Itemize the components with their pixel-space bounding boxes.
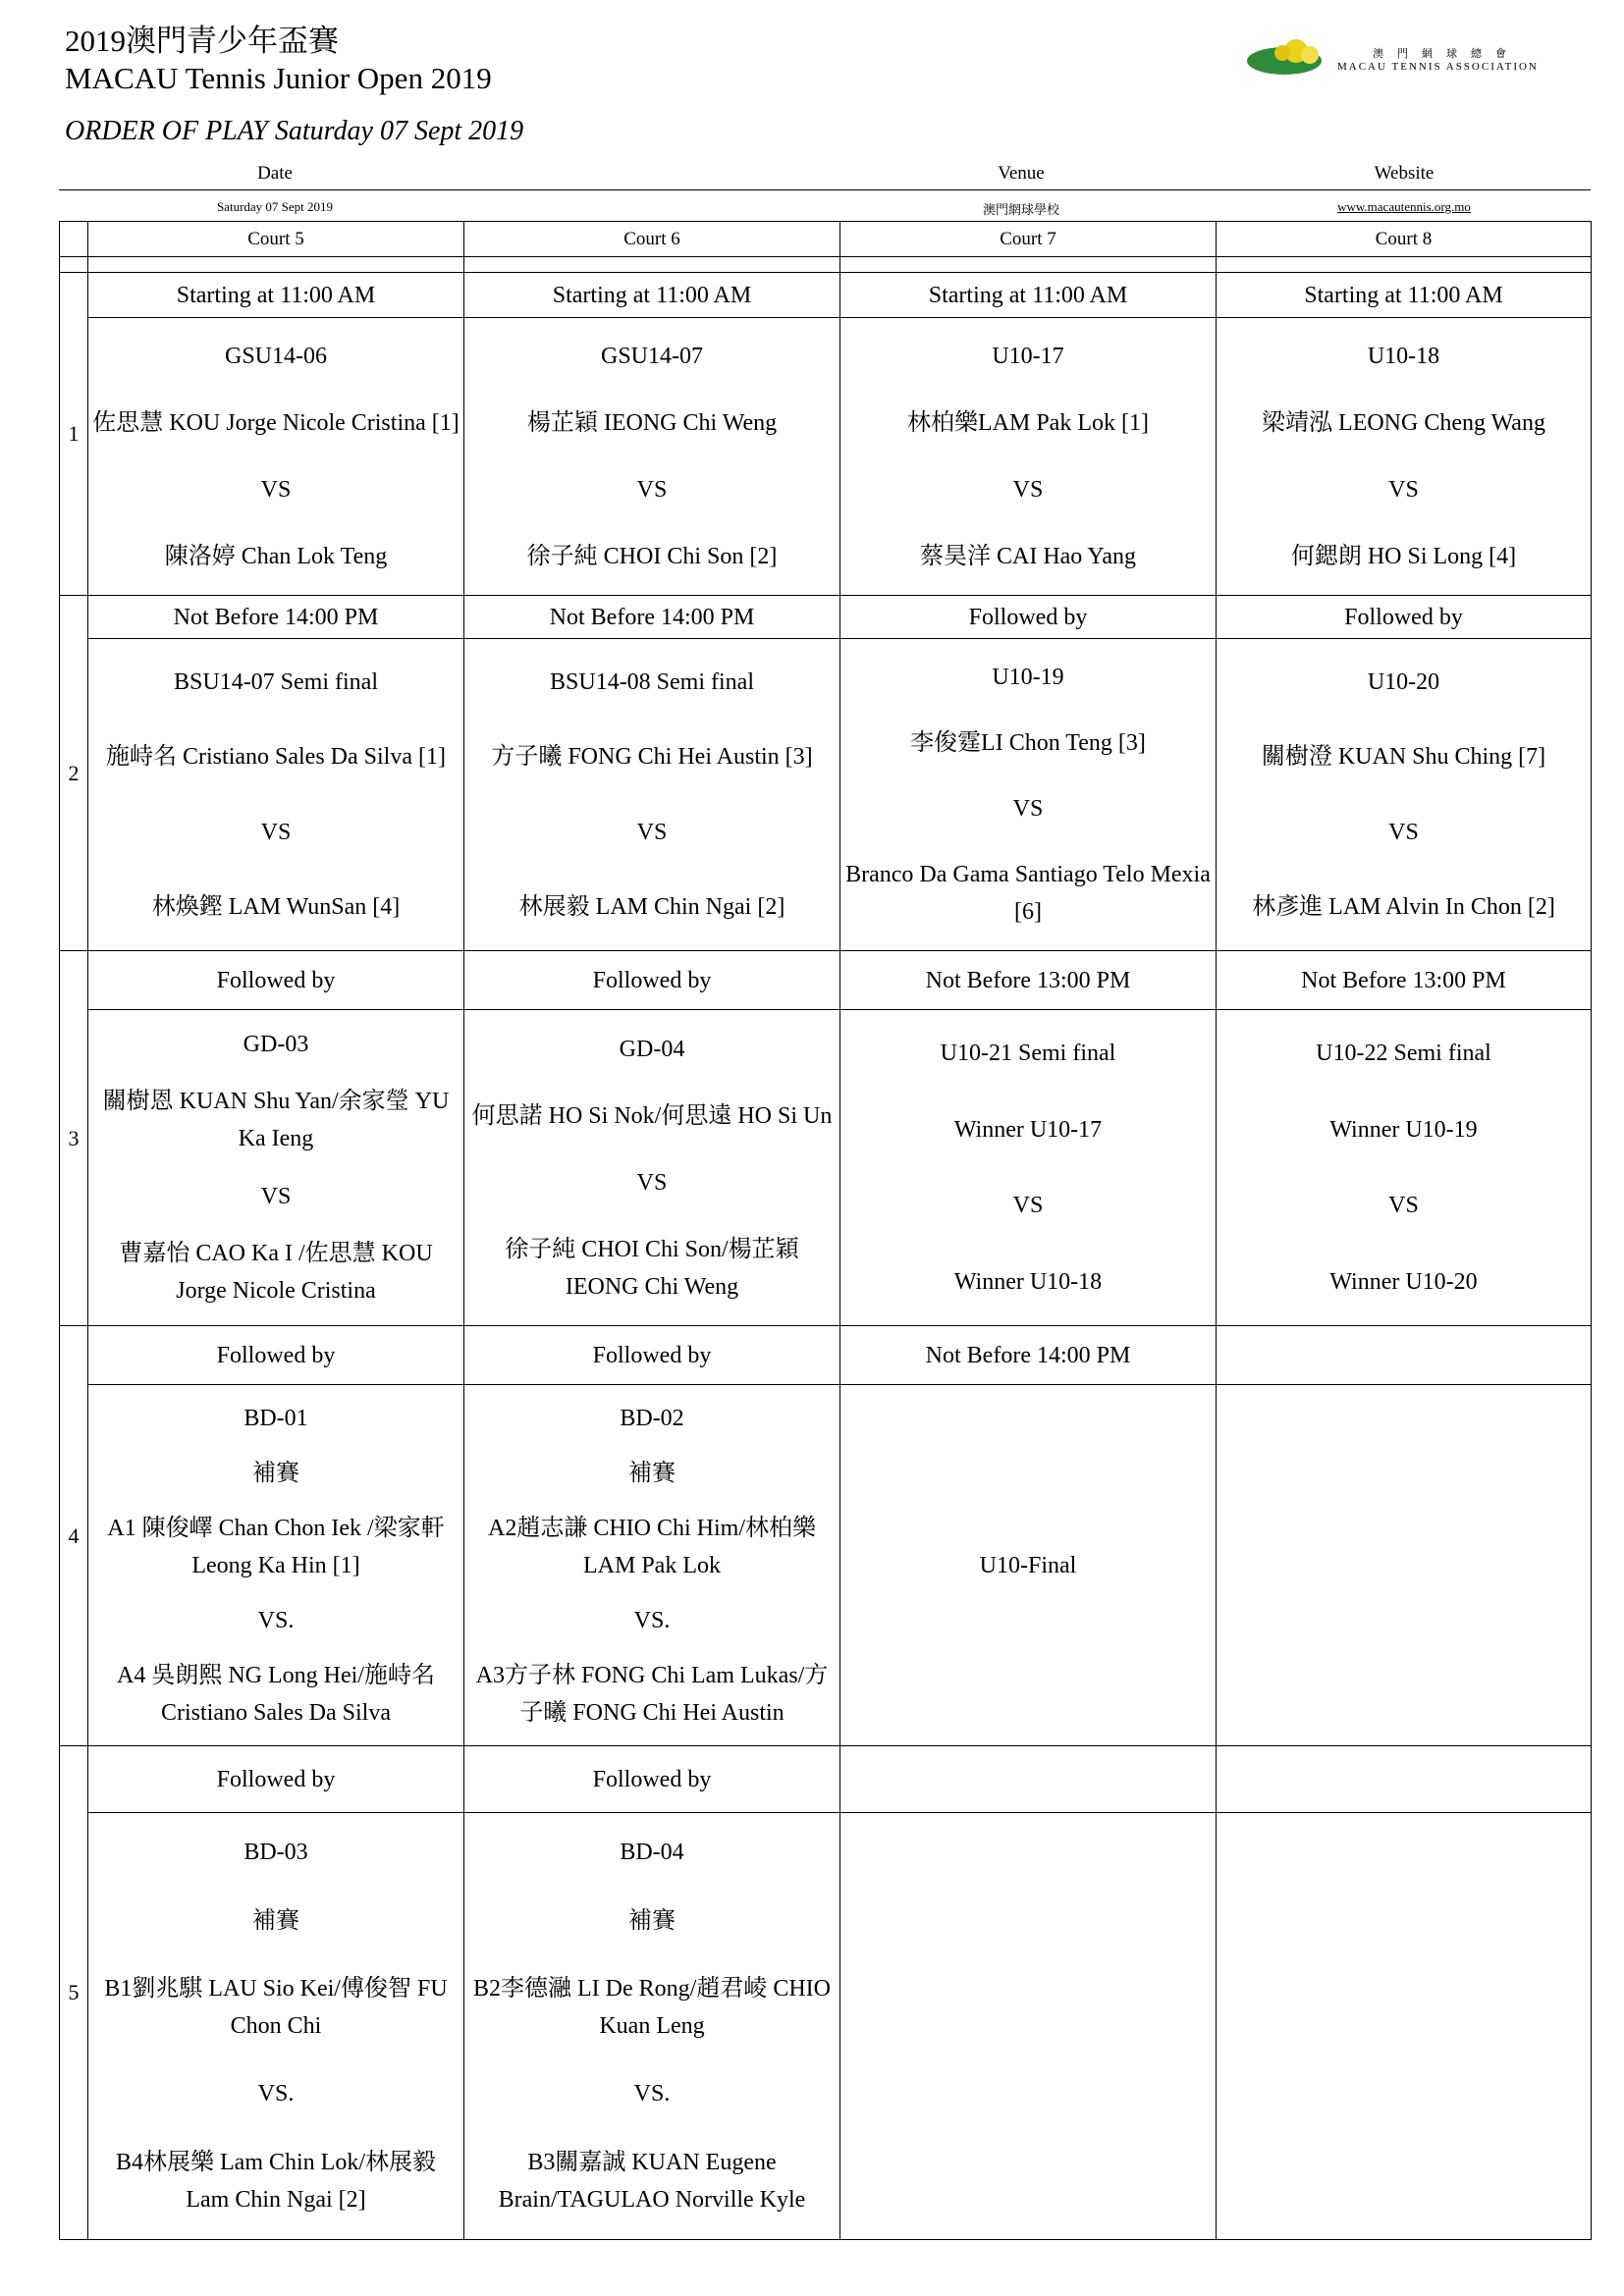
player-names: 關樹澄 KUAN Shu Ching [7]: [1261, 744, 1546, 771]
time-row: [60, 273, 1592, 318]
makeup-label: 補賽: [628, 1460, 676, 1486]
match-cell: [464, 318, 840, 596]
match-code: U10-22 Semi final: [1316, 1041, 1491, 1067]
start-time: Followed by: [88, 1326, 464, 1385]
order-of-play-subtitle: ORDER OF PLAY Saturday 07 Sept 2019: [65, 116, 524, 146]
date-label: Date: [257, 163, 293, 184]
match-cell: [1217, 1385, 1592, 1746]
website-label: Website: [1374, 163, 1435, 184]
round-number: 2: [60, 596, 88, 951]
website-link[interactable]: www.macautennis.org.mo: [1337, 199, 1471, 214]
match-content: [92, 645, 460, 945]
logo-text-en: MACAU TENNIS ASSOCIATION: [1337, 61, 1539, 73]
start-time: Followed by: [88, 951, 464, 1010]
match-code: U10-17: [992, 344, 1064, 370]
versus-label: VS: [1388, 476, 1419, 503]
time-row: [60, 1746, 1592, 1813]
player-names: A3方子林 FONG Chi Lam Lukas/方子曦 FONG Chi Hei Austin: [475, 1662, 829, 1726]
match-content: [92, 1016, 460, 1320]
start-time: Not Before 14:00 PM: [88, 596, 464, 639]
player-names: A4 吳朗熙 NG Long Hei/施峙名 Cristiano Sales Da Silva: [117, 1662, 435, 1726]
player-names: B4林展樂 Lam Chin Lok/林展毅 Lam Chin Ngai [2]: [116, 2149, 436, 2213]
match-cell: [1217, 1813, 1592, 2240]
spacer-cell: [840, 257, 1217, 273]
player-names: 梁靖泓 LEONG Cheng Wang: [1262, 410, 1545, 437]
match-code: GSU14-07: [600, 344, 703, 370]
match-code: BSU14-08 Semi final: [550, 668, 754, 695]
start-time: Followed by: [464, 951, 840, 1010]
match-code: U10-Final: [979, 1552, 1077, 1578]
match-content: [1220, 1819, 1587, 2234]
versus-label: VS: [1388, 1193, 1419, 1219]
match-code: BD-02: [620, 1405, 684, 1431]
match-content: [1220, 1016, 1587, 1320]
match-content: [1220, 324, 1587, 590]
corner-cell: [60, 222, 88, 257]
match-content: [468, 1391, 836, 1740]
match-row: [60, 318, 1592, 596]
player-names: 何鍶朗 HO Si Long [4]: [1290, 543, 1517, 569]
player-names: 曹嘉怡 CAO Ka I /佐思慧 KOU Jorge Nicole Cristina: [119, 1241, 433, 1305]
spacer-row: [60, 257, 1592, 273]
match-row: [60, 1813, 1592, 2240]
match-content: [468, 1819, 836, 2234]
player-names: A2趙志謙 CHIO Chi Him/林柏樂 LAM Pak Lok: [487, 1515, 816, 1578]
match-code: BD-04: [620, 1840, 684, 1866]
match-cell: [464, 639, 840, 951]
match-code: U10-21 Semi final: [940, 1041, 1116, 1067]
start-time: Starting at 11:00 AM: [88, 273, 464, 318]
versus-label: VS.: [257, 2081, 295, 2108]
logo-text-cn: 澳門網球總會: [1373, 48, 1520, 60]
player-names: Branco Da Gama Santiago Telo Mexia [6]: [845, 862, 1211, 925]
player-names: 關樹恩 KUAN Shu Yan/余家瑩 YU Ka Ieng: [102, 1089, 450, 1152]
match-code: U10-18: [1367, 344, 1440, 370]
start-time: Followed by: [1217, 596, 1592, 639]
match-cell: [88, 1385, 464, 1746]
date-value: Saturday 07 Sept 2019: [216, 199, 334, 214]
player-names: 林柏樂LAM Pak Lok [1]: [907, 410, 1149, 437]
spacer-cell: [464, 257, 840, 273]
court-header: Court 6: [464, 222, 840, 257]
player-names: A1 陳俊嶧 Chan Chon Iek /梁家軒 Leong Ka Hin [1]: [107, 1515, 445, 1578]
player-names: Winner U10-18: [953, 1268, 1103, 1295]
player-names: 何思諾 HO Si Nok/何思遠 HO Si Un: [471, 1102, 833, 1129]
round-number: 5: [60, 1746, 88, 2240]
start-time: Starting at 11:00 AM: [840, 273, 1217, 318]
player-names: Winner U10-17: [953, 1116, 1103, 1143]
match-content: [92, 324, 460, 590]
player-names: B2李德瀜 LI De Rong/趙君崚 CHIO Kuan Leng: [473, 1975, 831, 2039]
versus-label: VS: [260, 819, 292, 845]
makeup-label: 補賽: [252, 1907, 299, 1934]
match-cell: [88, 318, 464, 596]
start-time: Starting at 11:00 AM: [464, 273, 840, 318]
match-code: GD-04: [619, 1036, 685, 1062]
match-cell: [840, 318, 1217, 596]
venue-label: Venue: [998, 163, 1045, 184]
court-header: Court 5: [88, 222, 464, 257]
divider: [59, 189, 1591, 190]
time-row: [60, 1326, 1592, 1385]
start-time: Not Before 13:00 PM: [1217, 951, 1592, 1010]
start-time: [840, 1746, 1217, 1813]
makeup-label: 補賽: [628, 1907, 676, 1934]
match-content: [468, 645, 836, 945]
spacer-cell: [60, 257, 88, 273]
match-cell: [840, 1385, 1217, 1746]
start-time: Not Before 14:00 PM: [840, 1326, 1217, 1385]
match-code: GD-03: [243, 1031, 309, 1057]
versus-label: VS: [636, 819, 668, 845]
match-cell: [840, 1813, 1217, 2240]
player-names: 施峙名 Cristiano Sales Da Silva [1]: [106, 744, 446, 771]
start-time: Followed by: [464, 1746, 840, 1813]
start-time: Starting at 11:00 AM: [1217, 273, 1592, 318]
player-names: 徐子純 CHOI Chi Son [2]: [526, 543, 778, 569]
match-content: [468, 324, 836, 590]
player-names: 林彥進 LAM Alvin In Chon [2]: [1252, 894, 1555, 921]
logo-ball: [1301, 46, 1319, 64]
match-content: [844, 1391, 1212, 1740]
versus-label: VS: [260, 476, 292, 503]
title-en: MACAU Tennis Junior Open 2019: [65, 61, 492, 95]
versus-label: VS: [1012, 796, 1044, 822]
player-names: Winner U10-19: [1329, 1116, 1478, 1143]
match-content: [844, 1016, 1212, 1320]
match-code: GSU14-06: [224, 344, 327, 370]
match-content: [468, 1016, 836, 1320]
match-code: BSU14-07 Semi final: [174, 668, 378, 695]
player-names: 林煥鏗 LAM WunSan [4]: [151, 894, 401, 921]
start-time: Followed by: [840, 596, 1217, 639]
match-content: [92, 1819, 460, 2234]
match-content: [1220, 645, 1587, 945]
versus-label: VS: [260, 1183, 292, 1209]
player-names: B1劉兆騏 LAU Sio Kei/傅俊智 FU Chon Chi: [104, 1975, 448, 2039]
match-cell: [88, 1813, 464, 2240]
match-cell: [88, 639, 464, 951]
title-cn: 2019澳門青少年盃賽: [65, 24, 339, 58]
player-names: 陳洛婷 Chan Lok Teng: [164, 543, 388, 569]
match-cell: [464, 1010, 840, 1326]
match-cell: [840, 1010, 1217, 1326]
player-names: 方子曦 FONG Chi Hei Austin [3]: [491, 744, 813, 771]
makeup-label: 補賽: [252, 1460, 299, 1486]
spacer-cell: [1217, 257, 1592, 273]
player-names: 林展毅 LAM Chin Ngai [2]: [518, 894, 785, 921]
match-cell: [840, 639, 1217, 951]
versus-label: VS: [636, 1169, 668, 1196]
versus-label: VS.: [633, 1607, 671, 1633]
time-row: [60, 951, 1592, 1010]
match-cell: [1217, 318, 1592, 596]
player-names: 楊芷穎 IEONG Chi Weng: [526, 410, 778, 437]
start-time: Not Before 14:00 PM: [464, 596, 840, 639]
start-time: Followed by: [464, 1326, 840, 1385]
match-row: [60, 1385, 1592, 1746]
match-cell: [1217, 639, 1592, 951]
player-names: Winner U10-20: [1329, 1268, 1478, 1295]
court-header-row: [60, 222, 1592, 257]
match-cell: [88, 1010, 464, 1326]
match-code: U10-20: [1367, 668, 1440, 695]
match-code: BD-01: [244, 1405, 308, 1431]
time-row: [60, 596, 1592, 639]
player-names: B3關嘉誠 KUAN Eugene Brain/TAGULAO Norville Kyle: [498, 2149, 806, 2213]
match-cell: [464, 1813, 840, 2240]
match-row: [60, 639, 1592, 951]
versus-label: VS.: [257, 1607, 295, 1633]
start-time: Not Before 13:00 PM: [840, 951, 1217, 1010]
versus-label: VS: [636, 476, 668, 503]
spacer-cell: [88, 257, 464, 273]
logo-ball: [1274, 45, 1290, 61]
match-code: U10-19: [992, 665, 1064, 690]
match-cell: [464, 1385, 840, 1746]
player-names: 徐子純 CHOI Chi Son/楊芷穎 IEONG Chi Weng: [505, 1236, 799, 1300]
round-number: 4: [60, 1326, 88, 1746]
versus-label: VS.: [633, 2081, 671, 2108]
start-time: Followed by: [88, 1746, 464, 1813]
match-content: [92, 1391, 460, 1740]
round-number: 1: [60, 273, 88, 596]
versus-label: VS: [1012, 476, 1044, 503]
match-code: BD-03: [244, 1840, 308, 1866]
court-header: Court 8: [1217, 222, 1592, 257]
venue-value: 澳門網球學校: [982, 202, 1059, 217]
player-names: 蔡昊洋 CAI Hao Yang: [919, 543, 1136, 569]
start-time: [1217, 1746, 1592, 1813]
match-content: [844, 645, 1212, 945]
match-cell: [1217, 1010, 1592, 1326]
start-time: [1217, 1326, 1592, 1385]
versus-label: VS: [1012, 1193, 1044, 1219]
round-number: 3: [60, 951, 88, 1326]
match-content: [844, 1819, 1212, 2234]
versus-label: VS: [1388, 819, 1419, 845]
court-header: Court 7: [840, 222, 1217, 257]
match-content: [844, 324, 1212, 590]
player-names: 李俊霆LI Chon Teng [3]: [910, 730, 1146, 756]
order-of-play-table: [59, 221, 1592, 2240]
match-content: [1220, 1391, 1587, 1740]
match-row: [60, 1010, 1592, 1326]
player-names: 佐思慧 KOU Jorge Nicole Cristina [1]: [92, 410, 460, 437]
